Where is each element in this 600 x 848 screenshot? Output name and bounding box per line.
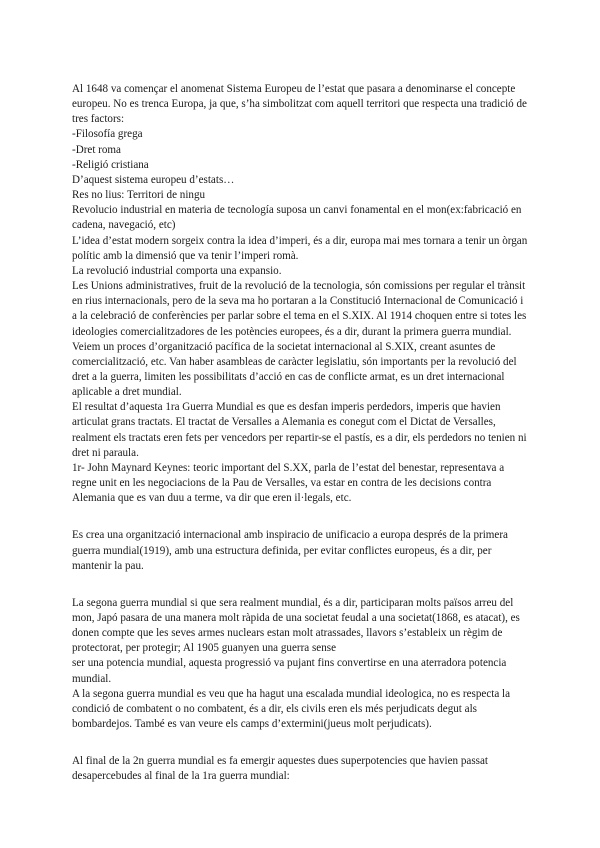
paragraph-9: La revolució industrial comporta una expansio. (72, 264, 282, 277)
paragraph-1: Al 1648 va començar el anomenat Sistema Europeu de l’estat que pasara a denominarse el concepte europeu. No es trenca Europa, ja que, s’ha simbolitzat com aquell territori que respecta una tradició de tres factors: (72, 83, 527, 126)
list-item-philosophy: -Filosofía grega (72, 128, 143, 141)
paragraph-15: La segona guerra mundial si que sera realment mundial, és a dir, participaran molts països arreu del mon, Japó pasara de una manera molt ràpida de una societat feudal a una societat(1868, es atacat), es donen compte que les seves armes nuclears estan molt atrassades, llavors s’estableix un règim de protectorat, per protegir; Al 1905 guanyen una guerra sense (72, 596, 520, 655)
paragraph-6: Res no lius: Territori de ningu (72, 189, 206, 202)
paragraph-16: ser una potencia mundial, aquesta progressió va pujant fins convertirse en una aterradora potencia mundial. (72, 657, 507, 685)
paragraph-17: A la segona guerra mundial es veu que ha hagut una escalada mundial ideologica, no es respecta la condició de combatent o no combatent, és a dir, els civils eren els més perjudicats degut als bombardejos. També es van veure els camps d’extermini(jueus molt perjudicats). (72, 687, 511, 731)
paragraph-spacer (72, 732, 530, 754)
list-item-roman-law: -Dret roma (72, 143, 121, 156)
paragraph-spacer (72, 574, 530, 596)
paragraph-18: Al final de la 2n guerra mundial es fa emergir aquestes dues superpotencies que havien passat desapercebudes al final de la 1ra guerra mundial: (72, 755, 488, 783)
paragraph-7: Revolucio industrial en materia de tecnología suposa un canvi fonamental en el mon(ex:fabricació en cadena, navegació, etc) (72, 204, 522, 232)
list-item-religion: -Religió cristiana (72, 158, 149, 171)
paragraph-11: Veiem un proces d’organització pacífica de la societat internacional al S.XIX, creant asuntes de comercialització, etc. Van haber asambleas de caràcter legislatiu, són importants per la revolució del dret a la guerra, limiten les possibilitats d’acció en cas de conflicte armat, es un dret internacional aplicable a dret mundial. (72, 340, 517, 399)
paragraph-12: El resultat d’aquesta 1ra Guerra Mundial es que es desfan imperis perdedors, imperis que havien articulat grans tractats. El tractat de Versalles a Alemania es conegut com el Dictat de Versalles, realment els tractats eren fets per vencedors per repartir-se el pastís, es a dir, els perdedors no tenien ni dret ni paraula. (72, 401, 527, 459)
paragraph-5: D’aquest sistema europeu d’estats… (72, 173, 235, 186)
paragraph-13: 1r- John Maynard Keynes: teoric important del S.XX, parla de l’estat del benestar, representava a regne unit en les negociacions de la Pau de Versalles, va estar en contra de les decisions contra Alemania que es van duu a terme, va dir que eren il·legals, etc. (72, 461, 505, 505)
paragraph-8: L’idea d’estat modern sorgeix contra la idea d’imperi, és a dir, europa mai mes tornara a tenir un òrgan polític amb la dimensió que va tenir l’imperi romà. (72, 234, 528, 262)
paragraph-14: Es crea una organització internacional amb inspiracio de unificacio a europa després de la primera guerra mundial(1919), amb una estructura definida, per evitar conflictes europeus, és a dir, per mantenir la pau. (72, 529, 508, 572)
paragraph-spacer (72, 506, 530, 528)
paragraph-10: Les Unions administratives, fruit de la revolució de la tecnologia, són comissions per regular el trànsit en rius internacionals, pero de la seva ma ho portaran a la Constitució Internacional de Comunicació i a la celebració de conferències per parlar sobre el tema en el S.XIX. Al 1914 choquen entre si totes les ideologies comercialitzadores de les potències europees, és a dir, durant la primera guerra mundial. (72, 280, 527, 338)
